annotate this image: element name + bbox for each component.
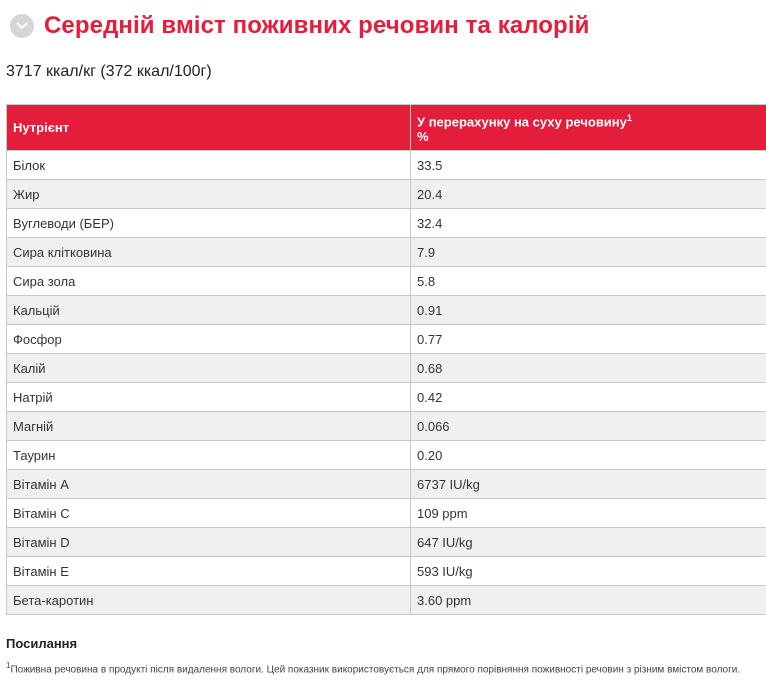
table-row: [7, 557, 766, 586]
column-header-dry-matter: У перерахунку на суху речовину$^1$ %: [411, 105, 766, 151]
nutrient-name: Калій: [7, 354, 411, 383]
footnote-text: Поживна речовина в продукті після видалення вологи. Цей показник використовується для прямого порівняння поживності речовин з різним вмістом вологи.: [10, 664, 741, 676]
chevron-down-icon[interactable]: [10, 14, 34, 38]
nutrient-name: Вітамін D: [7, 528, 411, 557]
nutrient-value: 32.4: [411, 209, 766, 238]
page-title: Середній вміст поживних речовин та калорій: [44, 12, 590, 39]
nutrient-value: 6737 IU/kg: [411, 470, 766, 499]
nutrient-value: 109 ppm: [411, 499, 766, 528]
table-row: [7, 238, 766, 267]
nutrient-name: Натрій: [7, 383, 411, 412]
nutrient-name: Бета-каротин: [7, 586, 411, 615]
table-row: [7, 151, 766, 180]
nutrient-name: Таурин: [7, 441, 411, 470]
table-row: [7, 180, 766, 209]
nutrient-name: Вітамін A: [7, 470, 411, 499]
column-header-nutrient: Нутрієнт: [7, 105, 411, 151]
table-row: [7, 209, 766, 238]
nutrient-name: Кальцій: [7, 296, 411, 325]
nutrient-value: 33.5: [411, 151, 766, 180]
nutrient-value: 0.77: [411, 325, 766, 354]
table-row: [7, 499, 766, 528]
table-header-row: [7, 105, 766, 151]
table-row: [7, 528, 766, 557]
nutrient-value: 0.066: [411, 412, 766, 441]
table-row: [7, 325, 766, 354]
nutrient-value: 5.8: [411, 267, 766, 296]
nutrient-value: 593 IU/kg: [411, 557, 766, 586]
nutrient-name: Магній: [7, 412, 411, 441]
nutrient-table: [6, 104, 766, 615]
nutrient-name: Білок: [7, 151, 411, 180]
footnote-marker: 1: [6, 661, 11, 670]
nutrient-value: 0.20: [411, 441, 766, 470]
nutrient-name: Жир: [7, 180, 411, 209]
nutrient-value: 20.4: [411, 180, 766, 209]
table-row: [7, 354, 766, 383]
nutrient-value: 647 IU/kg: [411, 528, 766, 557]
table-row: [7, 383, 766, 412]
table-row: [7, 267, 766, 296]
footnote-marker: 1: [626, 113, 632, 123]
section-header: [10, 10, 589, 42]
nutrient-name: Сира клітковина: [7, 238, 411, 267]
footnote: [6, 661, 740, 675]
unit-label: %: [417, 129, 429, 145]
table-row: [7, 296, 766, 325]
table-row: [7, 586, 766, 615]
nutrient-value: 0.68: [411, 354, 766, 383]
nutrient-name: Фосфор: [7, 325, 411, 354]
calorie-content: 3717 ккал/кг (372 ккал/100г): [6, 63, 212, 80]
nutrient-name: Вітамін C: [7, 499, 411, 528]
nutrient-name: Вітамін E: [7, 557, 411, 586]
table-row: [7, 441, 766, 470]
nutrient-name: Сира зола: [7, 267, 411, 296]
nutrient-name: Вуглеводи (БЕР): [7, 209, 411, 238]
references-title: Посилання: [6, 636, 78, 651]
nutrient-value: 0.42: [411, 383, 766, 412]
nutrient-value: 7.9: [411, 238, 766, 267]
nutrient-value: 0.91: [411, 296, 766, 325]
table-row: [7, 412, 766, 441]
table-row: [7, 470, 766, 499]
nutrient-value: 3.60 ppm: [411, 586, 766, 615]
